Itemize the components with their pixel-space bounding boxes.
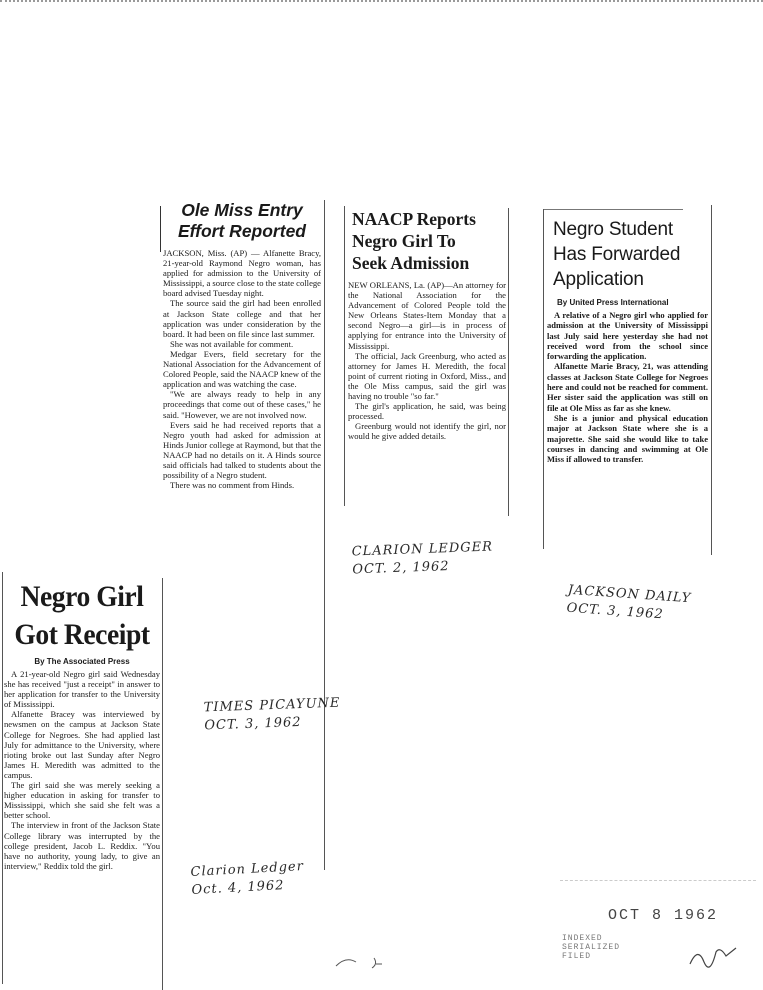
byline: By The Associated Press <box>34 657 130 666</box>
handwritten-source-note <box>190 858 305 900</box>
handwritten-source-note <box>351 539 493 580</box>
clipping-border <box>711 205 712 555</box>
note-line: OCT. 3, 1962 <box>204 714 302 734</box>
clipping-border <box>543 209 683 210</box>
clipping-ole-miss-entry <box>163 200 321 490</box>
clipping-border <box>324 200 325 870</box>
article-paragraph: Alfanette Bracey was interviewed by newsmen on the campus at Jackson State College for Negroes. She had applied last July for admittance to the University, where rioting broke out last Sunday after Negro James H. Meredith was admitted to the campus. <box>4 709 160 780</box>
clipping-border <box>508 208 509 516</box>
clipping-border <box>344 206 345 506</box>
article-paragraph: There was no comment from Hinds. <box>170 480 295 491</box>
article-paragraph: A 21-year-old Negro girl said Wednesday she has received "just a receipt" in answer to her application for transfer to the University of Mississippi. <box>4 669 160 710</box>
headline-line: Effort Reported <box>177 221 306 241</box>
article-paragraph: NEW ORLEANS, La. (AP)—An attorney for the National Association for the Advancement of Colored People told the New Orleans States-Item Monday that a second Negro—a girl—is in process of applying for entrance into the University of Mississippi. <box>348 280 506 351</box>
article-paragraph: Greenburg would not identify the girl, nor would he give added details. <box>348 421 506 442</box>
headline-line: Negro Girl To <box>352 231 456 251</box>
byline: By United Press International <box>557 298 669 307</box>
headline-line: Seek Admission <box>352 253 470 273</box>
headline-line: Got Receipt <box>14 618 150 651</box>
note-line: Oct. 4, 1962 <box>191 878 285 898</box>
article-paragraph: JACKSON, Miss. (AP) — Alfanette Bracy, 21-year-old Raymond Negro woman, has applied for admission to the University of Mississippi, a source close to the state college board advised Tuesday night. <box>163 248 321 299</box>
article-paragraph: The official, Jack Greenburg, who acted as attorney for James H. Meredith, the focal point of current rioting in Oxford, Miss., and the Ole Miss campus, said the girl was having no trouble "so far." <box>348 350 506 402</box>
clipping-border <box>162 578 163 990</box>
note-line: OCT. 3, 1962 <box>566 600 665 623</box>
article-paragraph: "We are always ready to help in any proceedings that come out of these cases," he said. "However, we are not involved now. <box>163 389 321 420</box>
top-dotted-edge <box>0 0 763 5</box>
stamp-date: OCT 8 1962 <box>608 907 719 924</box>
headline-line: Has Forwarded <box>553 244 681 265</box>
headline-line: Ole Miss Entry <box>181 200 303 220</box>
headline-line: Application <box>553 269 644 290</box>
note-line: CLARION LEDGER <box>351 539 494 560</box>
article-paragraph: She was not available for comment. <box>170 338 294 349</box>
stamp-header <box>560 856 756 881</box>
pencil-mark-icon <box>334 952 394 972</box>
headline <box>547 217 708 292</box>
handwritten-source-note <box>203 695 341 736</box>
article-paragraph: The source said the girl had been enrolled at Jackson State college and that her application was under consideration by the board. It had been on file since last summer. <box>163 298 321 339</box>
clipping-border <box>543 209 544 549</box>
article-paragraph: Medgar Evers, field secretary for the National Association for the Advancement of Colored People, said the NAACP knew of the application and was watching the case. <box>163 348 321 390</box>
article-paragraph: The girl's application, he said, was being processed. <box>348 401 506 422</box>
note-line: OCT. 2, 1962 <box>352 559 450 578</box>
article-paragraph: Alfanette Marie Bracy, 21, was attending classes at Jackson State College for Negroes here and could not be reached for comment. Her sister said the application was still on file at Ole Miss as far as she knew. <box>547 361 708 413</box>
stamp-line: SERIALIZED <box>562 943 621 952</box>
stamp-status-lines <box>562 934 620 961</box>
clipping-negro-student <box>547 217 708 464</box>
article-paragraph: She is a junior and physical education major at Jackson State where she is a majorette. She said she would like to take courses in dancing and swimming at Ole Miss if allowed to transfer. <box>547 412 708 465</box>
clipping-border <box>160 206 161 252</box>
clipping-negro-girl-got-receipt <box>4 578 160 871</box>
clipping-naacp-reports <box>348 208 506 442</box>
article-paragraph: The girl said she was merely seeking a higher education in asking for transfer to Mississippi, which she said she felt was a better school. <box>4 780 160 821</box>
stamp-line: FILED <box>562 952 592 961</box>
stamp-line: INDEXED <box>562 934 603 943</box>
handwritten-source-note <box>566 582 692 627</box>
filing-stamp <box>556 852 756 982</box>
article-paragraph: A relative of a Negro girl who applied for admission at the University of Mississippi last July said here yesterday she had not received word from the school since forwarding the application. <box>547 310 708 362</box>
headline <box>163 200 321 242</box>
headline <box>348 208 506 274</box>
clipping-border <box>2 572 3 984</box>
handwritten-initials-icon <box>686 942 746 972</box>
note-line: Clarion Ledger <box>190 859 305 880</box>
headline-line: Negro Girl <box>20 580 144 613</box>
headline <box>10 578 154 654</box>
headline-line: NAACP Reports <box>352 209 476 229</box>
note-line: JACKSON DAILY <box>567 582 692 607</box>
article-paragraph: Evers said he had received reports that a Negro youth had asked for admission at Hinds Junior college at Raymond, but that the NAACP had no details on it. A Hinds source said officials had talked to students about the possibility of a Negro student. <box>163 419 322 481</box>
headline-line: Negro Student <box>553 219 673 240</box>
article-paragraph: The interview in front of the Jackson State College library was interrupted by the college president, Jacob L. Reddix. "You have no authority, young lady, to give an interview," Reddix told the girl. <box>4 820 160 871</box>
note-line: TIMES PICAYUNE <box>203 695 341 716</box>
